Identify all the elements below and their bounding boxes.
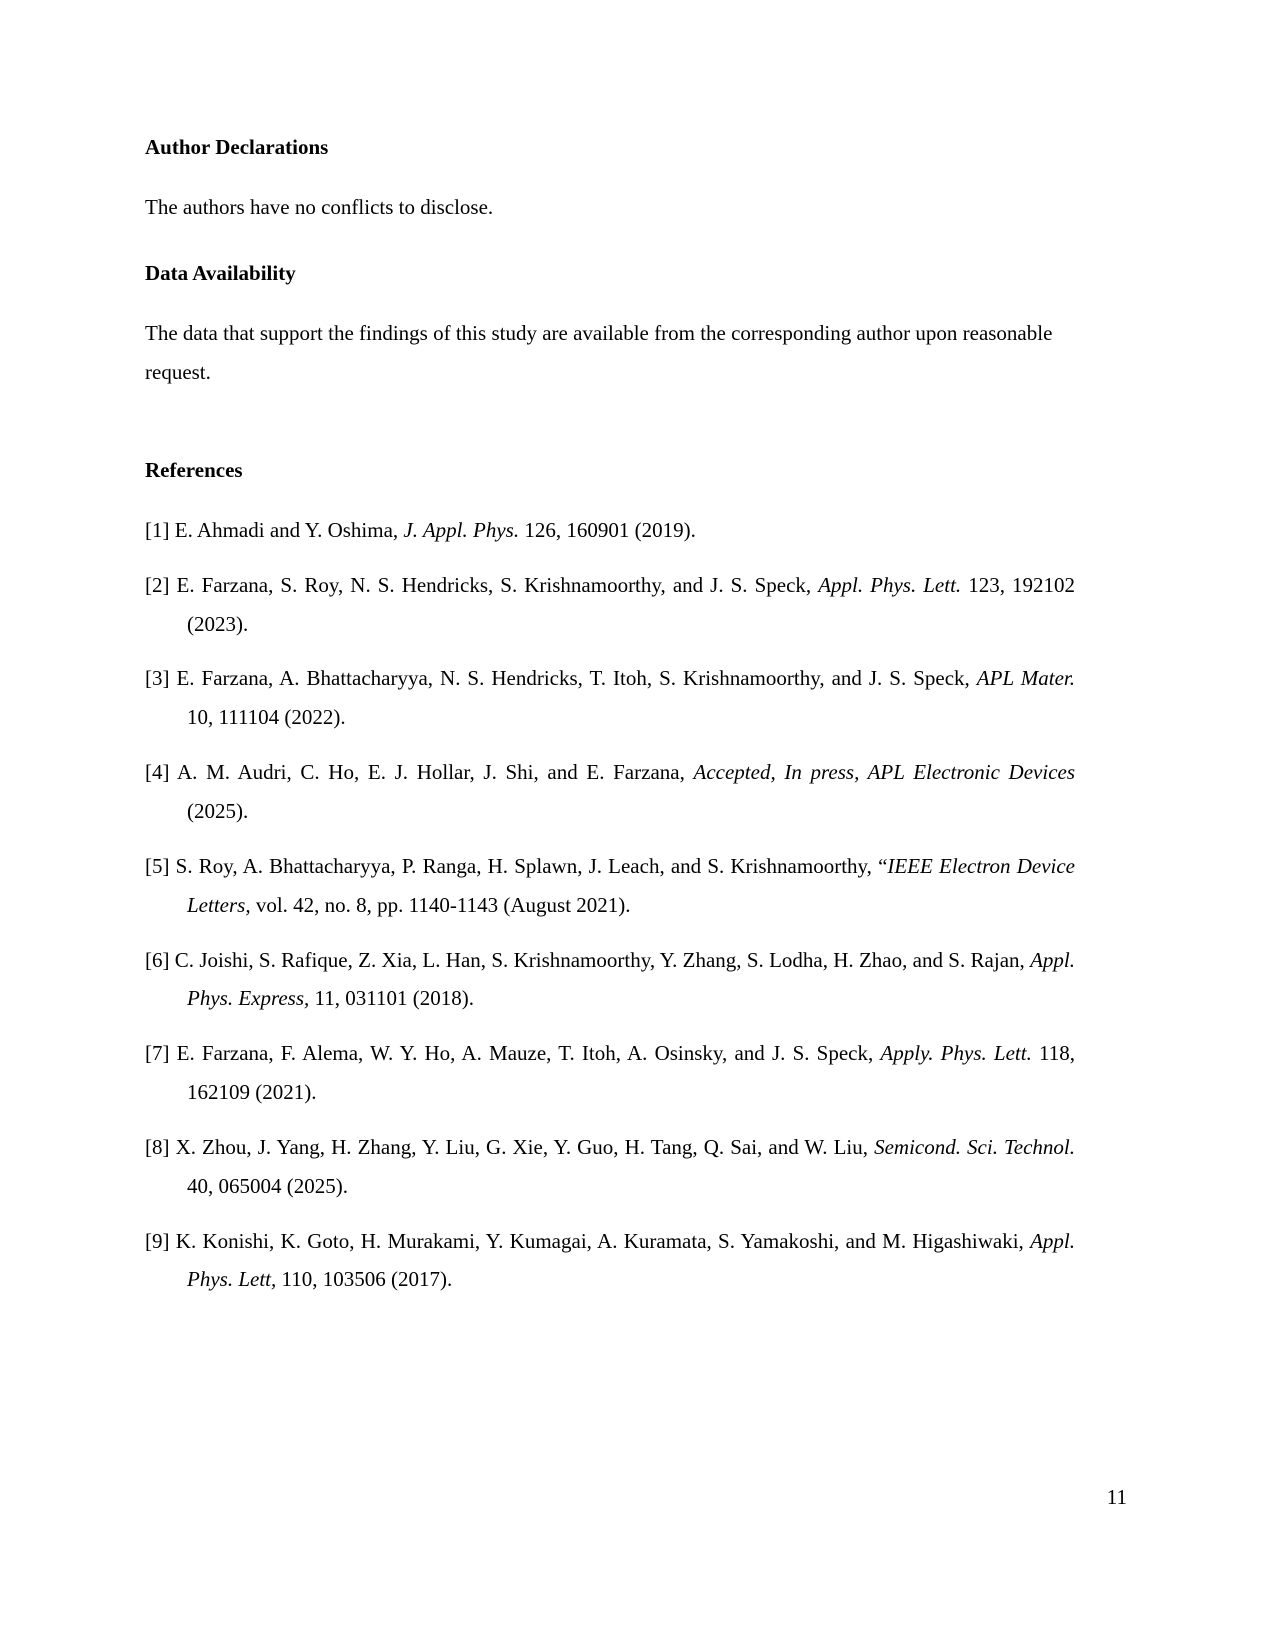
reference-number: [8]: [145, 1134, 176, 1159]
reference-item: [145, 941, 1075, 1019]
reference-number: [3]: [145, 666, 177, 691]
reference-number: [7]: [145, 1041, 177, 1066]
reference-number: [2]: [145, 572, 177, 597]
reference-number: [4]: [145, 760, 177, 785]
spacer: [145, 160, 1075, 188]
spacer: [145, 227, 1075, 261]
page-content: [145, 135, 1075, 1315]
reference-item: [145, 753, 1075, 831]
author-declarations-heading: Author Declarations: [145, 135, 329, 159]
reference-text: S. Roy, A. Bhattacharyya, P. Ranga, H. Splawn, J. Leach, and S. Krishnamoorthy, “IEEE Electron Device Letters, vol. 42, no. 8, pp. 1140-1143 (August 2021).: [175, 853, 1075, 917]
spacer: [145, 286, 1075, 314]
reference-text: E. Farzana, S. Roy, N. S. Hendricks, S. Krishnamoorthy, and J. S. Speck, Appl. Phys. Lett. 123, 192102 (2023).: [176, 572, 1076, 636]
reference-item: [145, 1222, 1075, 1300]
page-number: 11: [1106, 1485, 1127, 1509]
reference-number: [1]: [145, 517, 175, 542]
data-availability-heading: Data Availability: [145, 261, 296, 286]
reference-text: K. Konishi, K. Goto, H. Murakami, Y. Kumagai, A. Kuramata, S. Yamakoshi, and M. Higashiwaki, Appl. Phys. Lett, 110, 103506 (2017).: [175, 1228, 1075, 1292]
reference-item: [145, 566, 1075, 644]
reference-text: E. Ahmadi and Y. Oshima, J. Appl. Phys. 126, 160901 (2019).: [174, 517, 696, 542]
reference-item: [145, 511, 1075, 550]
reference-item: [145, 1128, 1075, 1206]
spacer: [145, 483, 1075, 511]
reference-text: E. Farzana, F. Alema, W. Y. Ho, A. Mauze, T. Itoh, A. Osinsky, and J. S. Speck, Apply. Phys. Lett. 118, 162109 (2021).: [176, 1041, 1075, 1105]
reference-text: E. Farzana, A. Bhattacharyya, N. S. Hendricks, T. Itoh, S. Krishnamoorthy, and J. S. Speck, APL Mater. 10, 111104 (2022).: [176, 666, 1075, 730]
author-declarations-body: The authors have no conflicts to disclose.: [145, 195, 494, 220]
reference-item: [145, 1034, 1075, 1112]
reference-item: [145, 847, 1075, 925]
references-list: [145, 511, 1075, 1299]
spacer: [145, 392, 1075, 458]
reference-item: [145, 659, 1075, 737]
reference-text: A. M. Audri, C. Ho, E. J. Hollar, J. Shi, and E. Farzana, Accepted, In press, APL Electronic Devices (2025).: [177, 760, 1076, 823]
data-availability-body: The data that support the findings of this study are available from the corresponding author upon reasonable request.: [145, 321, 1053, 385]
references-heading: References: [145, 457, 243, 482]
reference-number: [9]: [145, 1228, 176, 1253]
reference-number: [5]: [145, 853, 176, 878]
reference-number: [6]: [145, 947, 175, 972]
reference-text: C. Joishi, S. Rafique, Z. Xia, L. Han, S. Krishnamoorthy, Y. Zhang, S. Lodha, H. Zhao, and S. Rajan, Appl. Phys. Express, 11, 031101 (2018).: [174, 947, 1075, 1011]
reference-text: X. Zhou, J. Yang, H. Zhang, Y. Liu, G. Xie, Y. Guo, H. Tang, Q. Sai, and W. Liu, Semicond. Sci. Technol. 40, 065004 (2025).: [175, 1134, 1075, 1198]
